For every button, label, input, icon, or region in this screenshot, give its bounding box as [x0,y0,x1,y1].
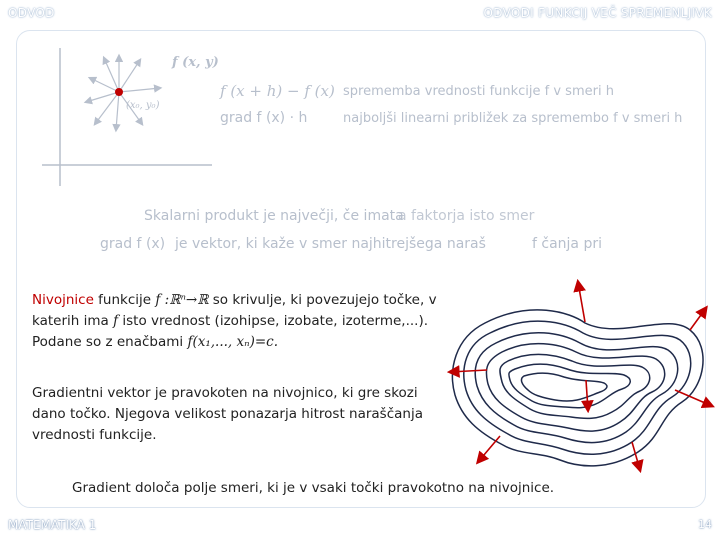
p1-math-f: f [113,313,119,329]
contour-map [453,310,704,466]
p1-text-a: funkcije [93,292,156,308]
scalar-product-text: Skalarni produkt je največji, če imata [144,208,404,224]
gradient-direction-text-end: f čanja pri [532,236,602,252]
p1-text-b: so krivulje, ki povezujejo točke, v katerih ima [32,292,437,329]
gradient-label: grad f (x) [100,236,166,252]
p1-math-equation: f(x₁,..., xₙ)=c. [187,334,279,350]
footer-course-title: MATEMATIKA 1 [8,518,97,532]
function-label: f (x, y) [172,55,219,70]
term-nivojnice: Nivojnice [32,292,94,308]
p1-math-mapping: f :ℝⁿ→ℝ [155,292,209,308]
footer-page-number: 14 [698,518,712,531]
gradient-perpendicular-paragraph: Gradientni vektor je pravokoten na nivojnico, ki gre skozi dano točko. Njegova velikost ponazarja hitrost naraščanja vrednosti funkcije. [32,385,423,443]
gradient-dot-formula: grad f (x) · h [220,110,308,126]
direction-vectors [86,56,160,130]
gradient-direction-text: je vektor, ki kaže v smer najhitrejšega naraš [175,236,486,252]
difference-description: sprememba vrednosti funkcije f v smeri h [343,84,614,99]
base-point-dot [115,88,123,96]
difference-formula: f (x + h) − f (x) [220,82,335,100]
header-left-title: ODVOD [8,6,55,20]
p1-text-c: isto vrednost (izohipse, izobate, izoterme,...). Podane so z enačbami [32,313,429,350]
scalar-product-text-overlay: a faktorja isto smer [398,208,535,224]
gradient-field-paragraph: Gradient določa polje smeri, ki je v vsaki točki pravokotno na nivojnice. [72,480,555,496]
gradient-dot-description: najboljši linearni približek za spremembo f v smeri h [343,111,683,126]
header-right-title: ODVODI FUNKCIJ VEČ SPREMENLJIVK [483,6,712,20]
level-curves-paragraph [32,290,452,353]
base-point-label: (x₀, y₀) [126,100,160,111]
